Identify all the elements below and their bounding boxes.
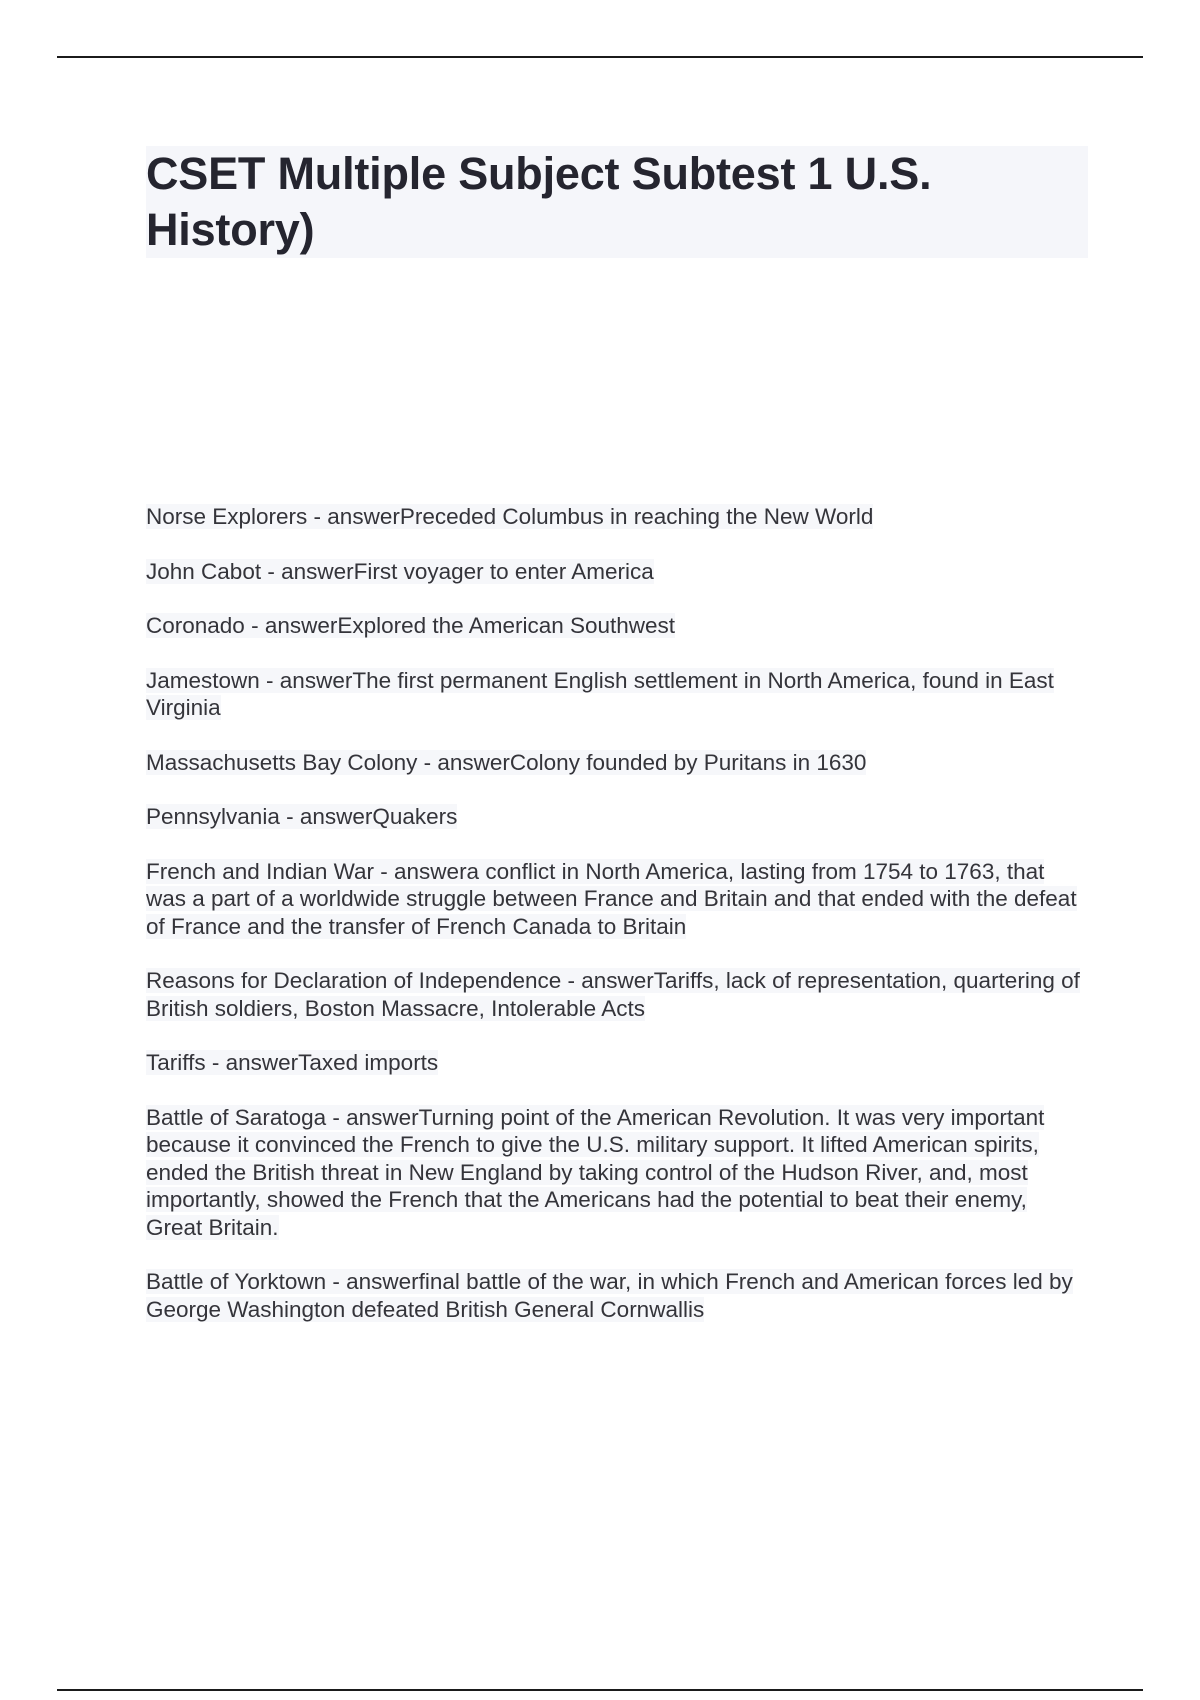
flashcard-list <box>146 503 1088 1350</box>
flashcard-item <box>146 558 1088 586</box>
flashcard-text: John Cabot - answerFirst voyager to enter America <box>146 558 654 584</box>
flashcard-text: Jamestown - answerThe first permanent English settlement in North America, found in East Virginia <box>146 667 1054 720</box>
flashcard-item <box>146 967 1088 1022</box>
flashcard-text: Battle of Saratoga - answerTurning point of the American Revolution. It was very important because it convinced the French to give the U.S. military support. It lifted American spirits, ended the British threat in New England by taking control of the Hudson River, and, most importantly, showed the French that the Americans had the potential to beat their enemy, Great Britain. <box>146 1104 1045 1240</box>
bottom-rule <box>57 1689 1143 1691</box>
flashcard-text: Reasons for Declaration of Independence - answerTariffs, lack of representation, quartering of British soldiers, Boston Massacre, Intolerable Acts <box>146 968 1080 1021</box>
flashcard-text: Coronado - answerExplored the American Southwest <box>146 613 676 638</box>
flashcard-text: Pennsylvania - answerQuakers <box>146 804 458 829</box>
flashcard-text: Norse Explorers - answerPreceded Columbus in reaching the New World <box>146 504 874 529</box>
flashcard-text: Massachusetts Bay Colony - answerColony founded by Puritans in 1630 <box>146 749 867 775</box>
flashcard-text: Battle of Yorktown - answerfinal battle of the war, in which French and American forces led by George Washington defeated British General Cornwallis <box>146 1269 1073 1322</box>
flashcard-item <box>146 1104 1088 1242</box>
page-title: CSET Multiple Subject Subtest 1 U.S. History) <box>146 146 1088 258</box>
flashcard-text: French and Indian War - answera conflict in North America, lasting from 1754 to 1763, that was a part of a worldwide struggle between France and Britain and that ended with the defeat of France and the transfer of French Canada to Britain <box>146 858 1077 939</box>
flashcard-item <box>146 803 1088 831</box>
flashcard-item <box>146 1268 1088 1323</box>
flashcard-text: Tariffs - answerTaxed imports <box>146 1050 439 1075</box>
flashcard-item <box>146 858 1088 941</box>
flashcard-item <box>146 749 1088 777</box>
flashcard-item <box>146 667 1088 722</box>
flashcard-item <box>146 1049 1088 1077</box>
flashcard-item <box>146 612 1088 640</box>
top-rule <box>57 56 1143 58</box>
flashcard-item <box>146 503 1088 531</box>
